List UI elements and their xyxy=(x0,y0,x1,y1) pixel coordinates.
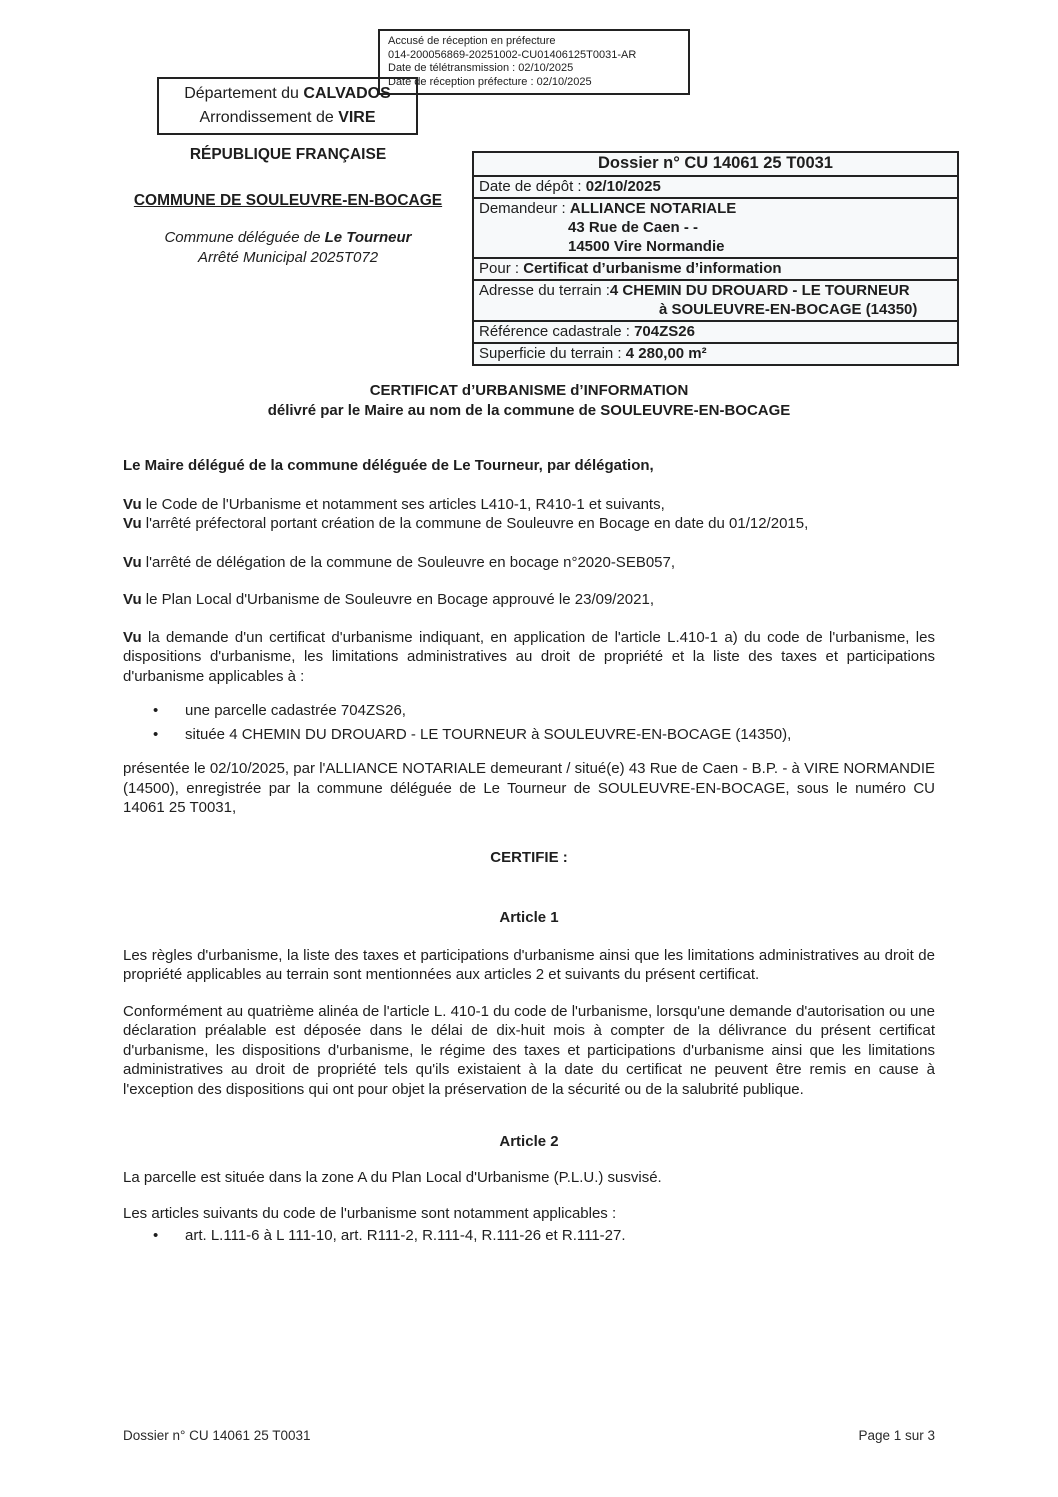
list-item: • une parcelle cadastrée 704ZS26, xyxy=(123,699,935,723)
vu-text: la demande d'un certificat d'urbanisme indiquant, en application de l'article L.410-1 a) du code de l'urbanisme, les dispositions d'urbanisme, les limitations administratives au droit de propriété et la liste des taxes et participations d'urbanisme applicables à : xyxy=(123,628,935,685)
left-column xyxy=(118,146,458,268)
vu-prefix: Vu xyxy=(123,495,142,513)
vu-prefix: Vu xyxy=(123,553,142,571)
vu-text: le Plan Local d'Urbanisme de Souleuvre en Bocage approuvé le 23/09/2021, xyxy=(141,591,655,608)
vu-prefix: Vu xyxy=(123,515,142,532)
dossier-number-header: Dossier n° CU 14061 25 T0031 xyxy=(474,153,957,177)
demandeur-address-line1: 43 Rue de Caen - - xyxy=(568,219,699,236)
footer-dossier-number: Dossier n° CU 14061 25 T0031 xyxy=(123,1428,311,1443)
demandeur-label: Demandeur : xyxy=(479,200,570,217)
stamp-line-3: Date de télétransmission : 02/10/2025 xyxy=(388,62,574,74)
reference-cadastrale-value: 704ZS26 xyxy=(634,323,695,340)
vu-paragraph xyxy=(123,514,935,534)
stamp-line-2: 014-200056869-20251002-CU01406125T0031-AR xyxy=(388,48,637,61)
table-row-demandeur xyxy=(474,199,957,259)
vu-text: le Code de l'Urbanisme et notamment ses articles L410-1, R410-1 et suivants, xyxy=(141,495,665,513)
pour-label: Pour : xyxy=(479,260,524,277)
article-2-heading: Article 2 xyxy=(499,1133,559,1150)
vu-prefix: Vu xyxy=(123,628,142,646)
adresse-terrain-line2: à SOULEUVRE-EN-BOCAGE (14350) xyxy=(659,301,918,318)
commune-heading: COMMUNE DE SOULEUVRE-EN-BOCAGE xyxy=(133,192,443,209)
vu-paragraph xyxy=(123,590,935,610)
certificate-title-block xyxy=(123,381,935,420)
reference-cadastrale-label: Référence cadastrale : xyxy=(479,323,635,340)
parcel-bullet-list xyxy=(123,699,935,746)
adresse-terrain-line1 xyxy=(479,281,952,300)
vu-paragraph xyxy=(123,553,935,573)
stamp-line-1: Accusé de réception en préfecture xyxy=(388,35,556,47)
demandeur-value: ALLIANCE NOTARIALE xyxy=(569,200,737,217)
table-row-pour xyxy=(474,259,957,281)
article-1-heading: Article 1 xyxy=(499,909,559,926)
list-item: • art. L.111-6 à L 111-10, art. R111-2, R.111-4, R.111-26 et R.111-27. xyxy=(123,1224,935,1248)
certificate-subtitle: délivré par le Maire au nom de la commune de SOULEUVRE-EN-BOCAGE xyxy=(267,401,791,419)
adresse-terrain-label: Adresse du terrain : xyxy=(479,282,610,299)
department-value: CALVADOS xyxy=(303,85,391,102)
article-1-paragraph-1: Les règles d'urbanisme, la liste des taxes et participations d'urbanisme ainsi que les limitations administratives au droit de propriété applicables au terrain sont mentionnées aux articles 2 et suivants du présent certificat. xyxy=(123,946,935,983)
certificate-title: CERTIFICAT d’URBANISME d’INFORMATION xyxy=(369,382,689,399)
arrondissement-line xyxy=(159,106,416,130)
article-2-bullet-list xyxy=(123,1224,935,1248)
date-depot-label: Date de dépôt : xyxy=(479,178,586,195)
opening-paragraph: Le Maire délégué de la commune déléguée de Le Tourneur, par délégation, xyxy=(123,457,654,474)
list-item: • située 4 CHEMIN DU DROUARD - LE TOURNEUR à SOULEUVRE-EN-BOCAGE (14350), xyxy=(123,723,935,747)
document-body xyxy=(123,381,935,1247)
department-box xyxy=(157,77,418,135)
superficie-value: 4 280,00 m² xyxy=(625,345,707,362)
table-row-superficie xyxy=(474,344,957,364)
republique-heading: RÉPUBLIQUE FRANÇAISE xyxy=(189,146,387,163)
table-row-reference-cadastrale xyxy=(474,322,957,344)
stamp-line-4: Date de réception préfecture : 02/10/2025 xyxy=(388,75,592,88)
demandeur-address-line2: 14500 Vire Normandie xyxy=(568,238,725,255)
prefecture-receipt-stamp xyxy=(378,29,690,95)
vu-prefix: Vu xyxy=(123,591,142,608)
page-footer xyxy=(123,1428,935,1443)
department-label: Département du xyxy=(184,85,304,102)
adresse-terrain-value: 4 CHEMIN DU DROUARD - LE TOURNEUR xyxy=(609,282,910,299)
presented-paragraph: présentée le 02/10/2025, par l'ALLIANCE NOTARIALE demeurant / situé(e) 43 Rue de Caen - B.P. - à VIRE NORMANDIE (14500), enregistrée par la commune déléguée de Le Tourneur de SOULEUVRE-EN-BOCAGE, sous le numéro CU 14061 25 T0031, xyxy=(123,760,935,816)
superficie-label: Superficie du terrain : xyxy=(479,345,626,362)
pour-value: Certificat d’urbanisme d’information xyxy=(523,260,782,277)
vu-block-1 xyxy=(123,495,935,534)
certifie-heading: CERTIFIE : xyxy=(490,848,568,866)
vu-paragraph xyxy=(123,495,935,515)
dossier-table xyxy=(472,151,959,366)
table-row-date-depot xyxy=(474,177,957,199)
arrondissement-value: VIRE xyxy=(338,109,376,126)
arrondissement-label: Arrondissement de xyxy=(199,109,339,126)
vu-text: l'arrêté préfectoral portant création de la commune de Souleuvre en Bocage en date du 01/12/2015, xyxy=(141,515,809,532)
article-2-paragraph-1: La parcelle est située dans la zone A du Plan Local d'Urbanisme (P.L.U.) susvisé. xyxy=(123,1168,662,1186)
table-row-adresse-terrain xyxy=(474,281,957,322)
article-1-paragraph-2: Conformément au quatrième alinéa de l'article L. 410-1 du code de l'urbanisme, lorsqu'une demande d'autorisation ou une déclaration préalable est déposée dans le délai de dix-huit mois à compter de la délivrance du présent certificat d'urbanisme, les dispositions d'urbanisme, le régime des taxes et participations d'urbanisme ainsi que les limitations administratives au droit de propriété tels qu'ils existaient à la date du certificat ne peuvent être remis en cause à l'exception des dispositions qui ont pour objet la préservation de la sécurité ou de la salubrité publique. xyxy=(123,1002,935,1098)
date-depot-value: 02/10/2025 xyxy=(585,178,661,195)
arrete-municipal-line: Arrêté Municipal 2025T072 xyxy=(197,249,379,266)
department-line xyxy=(159,82,416,106)
vu-paragraph xyxy=(123,628,935,687)
article-2-paragraph-2: Les articles suivants du code de l'urbanisme sont notamment applicables : xyxy=(123,1205,617,1222)
commune-deleguee-line xyxy=(118,228,458,248)
commune-deleguee-prefix: Commune déléguée de xyxy=(164,229,325,246)
footer-page-number: Page 1 sur 3 xyxy=(858,1428,935,1443)
demandeur-line xyxy=(479,199,952,218)
commune-deleguee-name: Le Tourneur xyxy=(324,229,412,246)
vu-text: l'arrêté de délégation de la commune de Souleuvre en bocage n°2020-SEB057, xyxy=(141,553,676,571)
